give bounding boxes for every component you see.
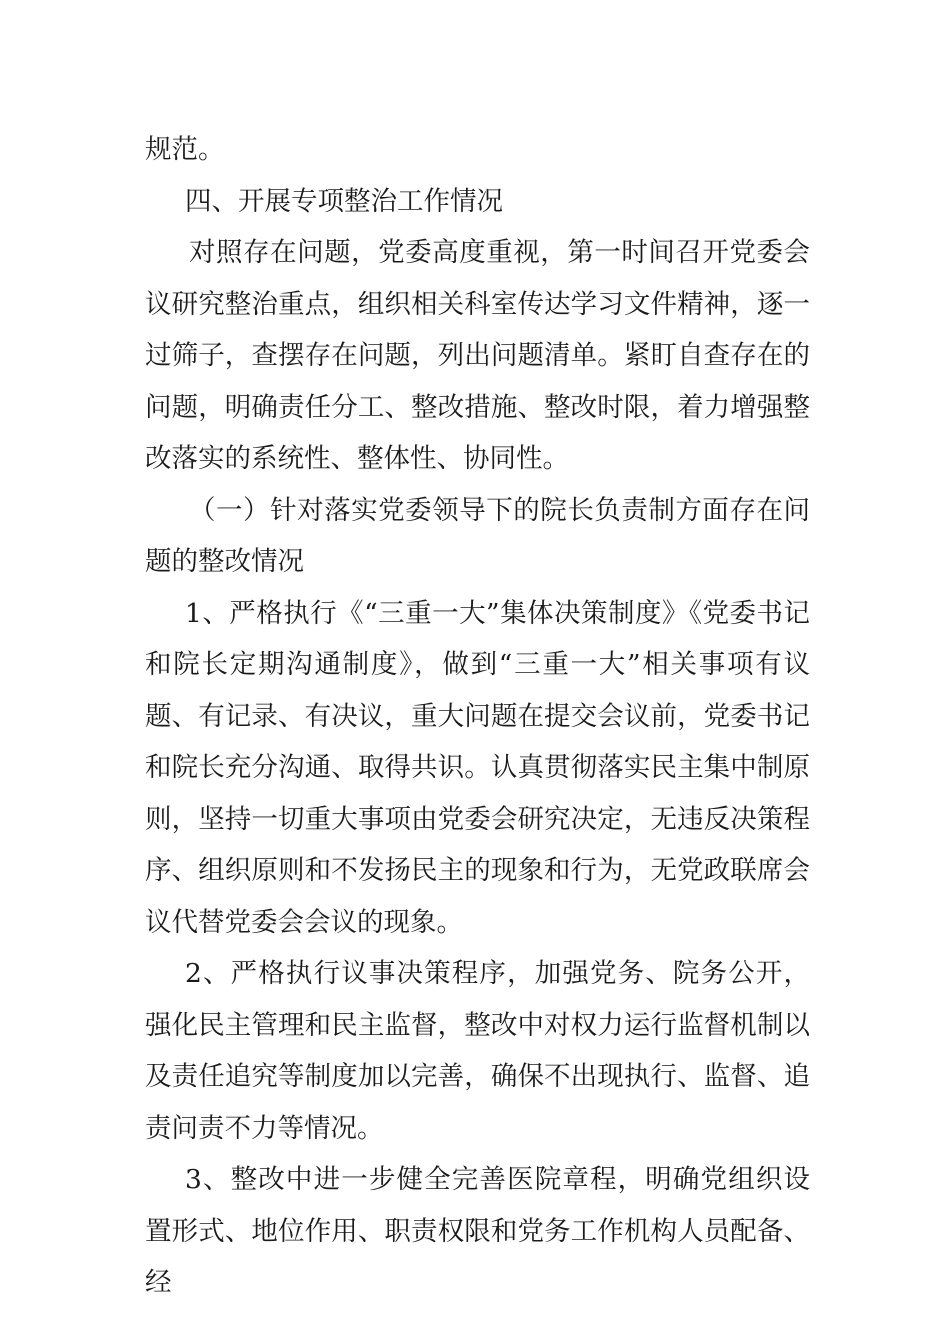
subsection-heading: （一）针对落实党委领导下的院长负责制方面存在问题的整改情况 [145, 494, 810, 577]
paragraph-overview: 对照存在问题，党委高度重视，第一时间召开党委会议研究整治重点，组织相关科室传达学习文件精神，逐一过筛子，查摆存在问题，列出问题清单。紧盯自查存在的问题，明确责任分工、整改措施、整改时限，着力增强整改落实的系统性、整体性、协同性。 [145, 237, 810, 474]
paragraph-item-2: 2、严格执行议事决策程序，加强党务、院务公开，强化民主管理和民主监督，整改中对权力运行监督机制以及责任追究等制度加以完善，确保不出现执行、监督、追责问责不力等情况。 [145, 958, 810, 1144]
paragraph-item-3: 3、整改中进一步健全完善医院章程，明确党组织设置形式、地位作用、职责权限和党务工作机构人员配备、经 [145, 1164, 810, 1298]
paragraph-continuation: 规范。 [145, 134, 225, 165]
paragraph-item-1: 1、严格执行《“三重一大”集体决策制度》《党委书记和院长定期沟通制度》，做到“三重一大”相关事项有议题、有记录、有决议，重大问题在提交会议前，党委书记和院长充分沟通、取得共识。认真贯彻落实民主集中制原则，坚持一切重大事项由党委会研究决定，无违反决策程序、组织原则和不发扬民主的现象和行为，无党政联席会议代替党委会会议的现象。 [145, 597, 810, 938]
document-body [145, 124, 810, 1309]
section-heading: 四、开展专项整治工作情况 [185, 185, 503, 217]
